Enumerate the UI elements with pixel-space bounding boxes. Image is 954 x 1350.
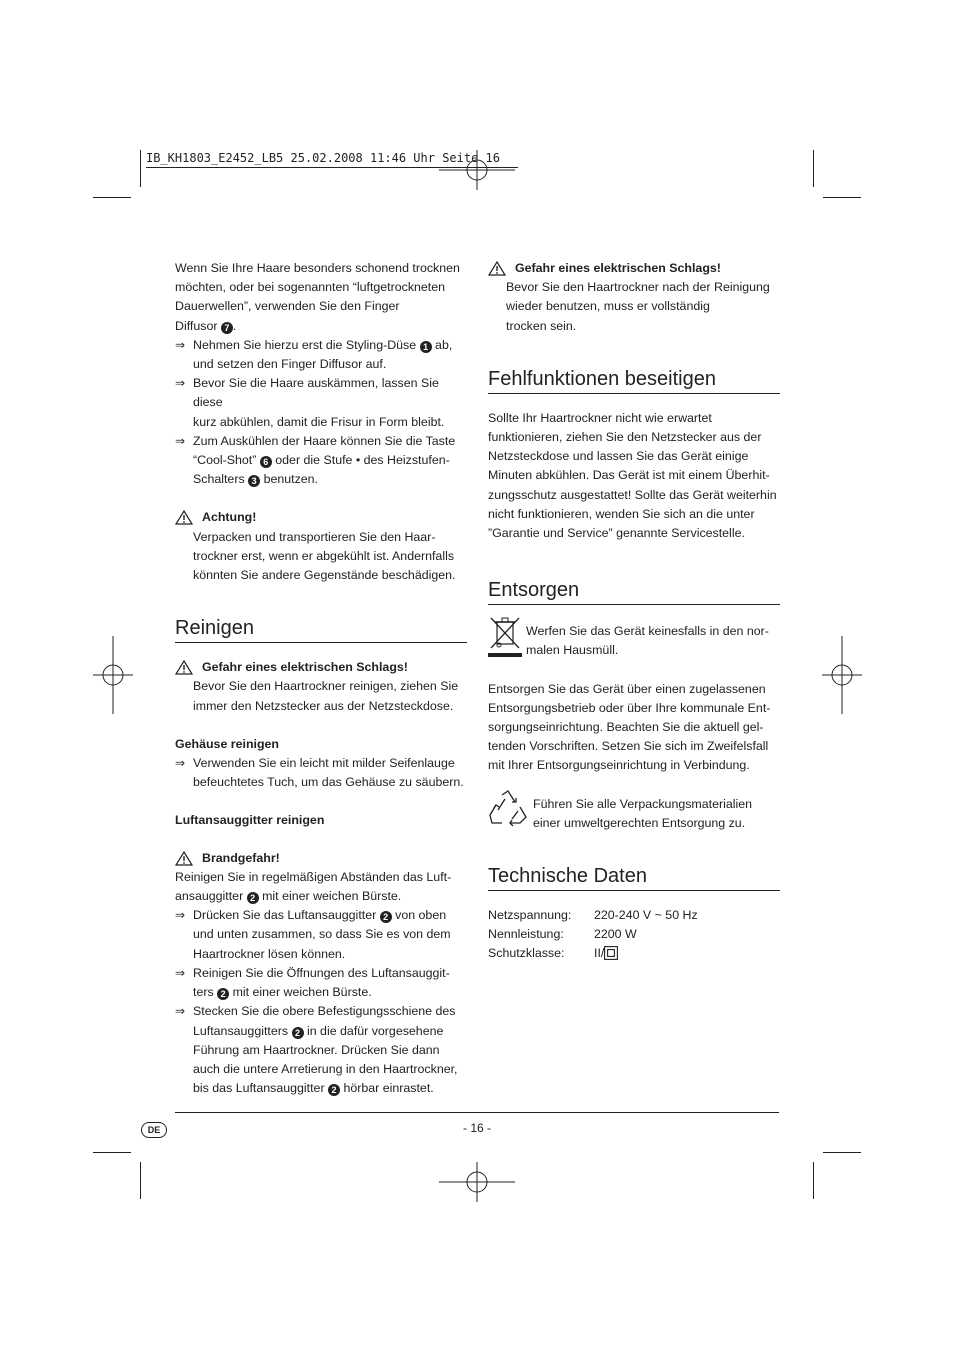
part-number: 1	[420, 341, 432, 353]
print-slug: IB_KH1803_E2452_LB5 25.02.2008 11:46 Uhr Seite 16	[146, 151, 501, 165]
arrow-icon: ⇒	[175, 433, 186, 448]
warning-heading: Gefahr eines elektrischen Schlags!	[175, 658, 467, 677]
left-column	[175, 259, 467, 1098]
crop-mark	[140, 150, 141, 187]
intro-line: Wenn Sie Ihre Haare besonders schonend trocknen	[175, 261, 460, 275]
crop-mark	[93, 1152, 131, 1153]
body-line: ansauggitter 2 mit einer weichen Bürste.	[175, 889, 402, 904]
step-item: ⇒ Verwenden Sie ein leicht mit milder Seifenlauge befeuchtetes Tuch, um das Gehäuse zu säubern.	[175, 756, 464, 790]
page-number: - 16 -	[462, 1121, 491, 1135]
slug-underline	[146, 167, 518, 168]
crossed-bin-icon	[488, 614, 522, 660]
spec-row: Schutzklasse: II/	[488, 944, 780, 963]
bin-notice: Werfen Sie das Gerät keinesfalls in den nor- malen Hausmüll.	[488, 622, 780, 660]
part-number: 2	[247, 892, 259, 904]
body-line: Entsorgen Sie das Gerät über einen zugelassenen	[488, 681, 766, 696]
warning-heading: Achtung!	[175, 508, 467, 527]
registration-mark-right	[822, 636, 862, 714]
arrow-icon: ⇒	[175, 376, 186, 391]
spec-row: Netzspannung: 220-240 V ~ 50 Hz	[488, 908, 698, 923]
body-line: sorgungseinrichtung. Beachten Sie die aktuell gel-	[488, 720, 764, 735]
intro-line: möchten, oder bei sogenannten “luftgetrockneten	[175, 280, 446, 295]
body-line: mit Ihrer Entsorgungseinrichtung in Verbindung.	[488, 758, 750, 773]
crop-mark	[823, 1152, 861, 1153]
recycle-icon	[488, 789, 528, 829]
step-item: ⇒ Stecken Sie die obere Befestigungsschiene des Luftansauggitters 2 in die dafür vorgesehene Führung am Haartrockner. Drücken Sie dann auch die untere Arretierung in den Haartrockner, bis das Luftansauggitter 2 hörbar einrastet.	[175, 1004, 458, 1096]
subheading: Gehäuse reinigen	[175, 736, 279, 751]
warning-icon	[488, 261, 506, 276]
arrow-icon: ⇒	[175, 1004, 186, 1019]
registration-mark-left	[93, 636, 133, 714]
warning-heading: Gefahr eines elektrischen Schlags!	[488, 259, 780, 278]
body-line: Reinigen Sie in regelmäßigen Abständen das Luft-	[175, 869, 452, 884]
step-item: ⇒ Drücken Sie das Luftansauggitter 2 von oben und unten zusammen, so dass Sie es von dem Haartrockner lösen können.	[175, 908, 451, 961]
warning-text: Bevor Sie den Haartrockner nach der Reinigung wieder benutzen, muss er vollständig trocken sein.	[506, 280, 770, 333]
body-line: Entsorgungsbetrieb oder über Ihre kommunale Ent-	[488, 700, 771, 715]
step-item: ⇒ Zum Auskühlen der Haare können Sie die Taste “Cool-Shot” 6 oder die Stufe • des Heizstufen- Schalters 3 benutzen.	[175, 433, 456, 487]
body-line: ”Garantie und Service” genannte Servicestelle.	[488, 526, 745, 541]
crop-mark	[140, 1162, 141, 1199]
section-title-technische-daten: Technische Daten	[488, 863, 780, 891]
registration-mark-bottom	[437, 1162, 517, 1202]
part-number: 2	[328, 1084, 340, 1096]
footer-rule	[175, 1112, 779, 1113]
crop-mark	[823, 197, 861, 198]
crop-mark	[813, 1162, 814, 1199]
warning-icon	[175, 851, 193, 866]
section-title-entsorgen: Entsorgen	[488, 577, 780, 605]
part-number: 6	[260, 456, 272, 468]
warning-icon	[175, 510, 193, 525]
crop-mark	[813, 150, 814, 187]
body-line: nicht funktionieren, wenden Sie sich an die unter	[488, 506, 755, 521]
step-item: ⇒ Reinigen Sie die Öffnungen des Luftansauggit- ters 2 mit einer weichen Bürste.	[175, 965, 450, 1000]
arrow-icon: ⇒	[175, 337, 186, 352]
right-column	[488, 259, 780, 964]
arrow-icon: ⇒	[175, 756, 186, 771]
body-line: Minuten abkühlen. Das Gerät ist mit einem Überhit-	[488, 468, 770, 483]
part-number: 3	[248, 475, 260, 487]
part-number: 2	[217, 988, 229, 1000]
warning-heading: Brandgefahr!	[175, 849, 467, 868]
spec-row: Nennleistung: 2200 W	[488, 927, 637, 942]
intro-line: Dauerwellen”, verwenden Sie den Finger	[175, 299, 400, 314]
body-line: Sollte Ihr Haartrockner nicht wie erwartet	[488, 410, 712, 425]
step-item: ⇒ Nehmen Sie hierzu erst die Styling-Düse 1 ab, und setzen den Finger Diffusor auf.	[175, 337, 453, 372]
double-insulation-icon	[604, 946, 618, 960]
body-line: zungsschutz ausgestattet! Sollte das Gerät weiterhin	[488, 487, 777, 502]
part-number: 2	[380, 911, 392, 923]
part-number: 7	[221, 322, 233, 334]
body-line: Netzsteckdose und lassen Sie das Gerät einige	[488, 449, 749, 464]
arrow-icon: ⇒	[175, 965, 186, 980]
crop-mark	[93, 197, 131, 198]
body-line: tenden Vorschriften. Setzen Sie sich im Zweifelsfall	[488, 739, 769, 754]
section-title-fehlfunktionen: Fehlfunktionen beseitigen	[488, 366, 780, 394]
intro-line: Diffusor 7 .	[175, 318, 237, 333]
language-badge: DE	[141, 1122, 167, 1138]
warning-icon	[175, 660, 193, 675]
warning-text: Bevor Sie den Haartrockner reinigen, ziehen Sie immer den Netzstecker aus der Netzsteckdose.	[193, 679, 459, 713]
part-number: 2	[292, 1027, 304, 1039]
body-line: funktionieren, ziehen Sie den Netzstecker aus der	[488, 430, 762, 445]
subheading: Luftansauggitter reinigen	[175, 813, 325, 828]
step-item: ⇒ Bevor Sie die Haare auskämmen, lassen Sie diese kurz abkühlen, damit die Frisur in Form bleibt.	[175, 376, 445, 429]
warning-text: Verpacken und transportieren Sie den Haar- trockner erst, wenn er abgekühlt ist. Andernfalls könnten Sie andere Gegenstände beschädigen.	[193, 529, 456, 583]
recycle-notice: Führen Sie alle Verpackungsmaterialien einer umweltgerechten Entsorgung zu.	[488, 795, 780, 833]
section-title-reinigen: Reinigen	[175, 615, 467, 643]
arrow-icon: ⇒	[175, 908, 186, 923]
